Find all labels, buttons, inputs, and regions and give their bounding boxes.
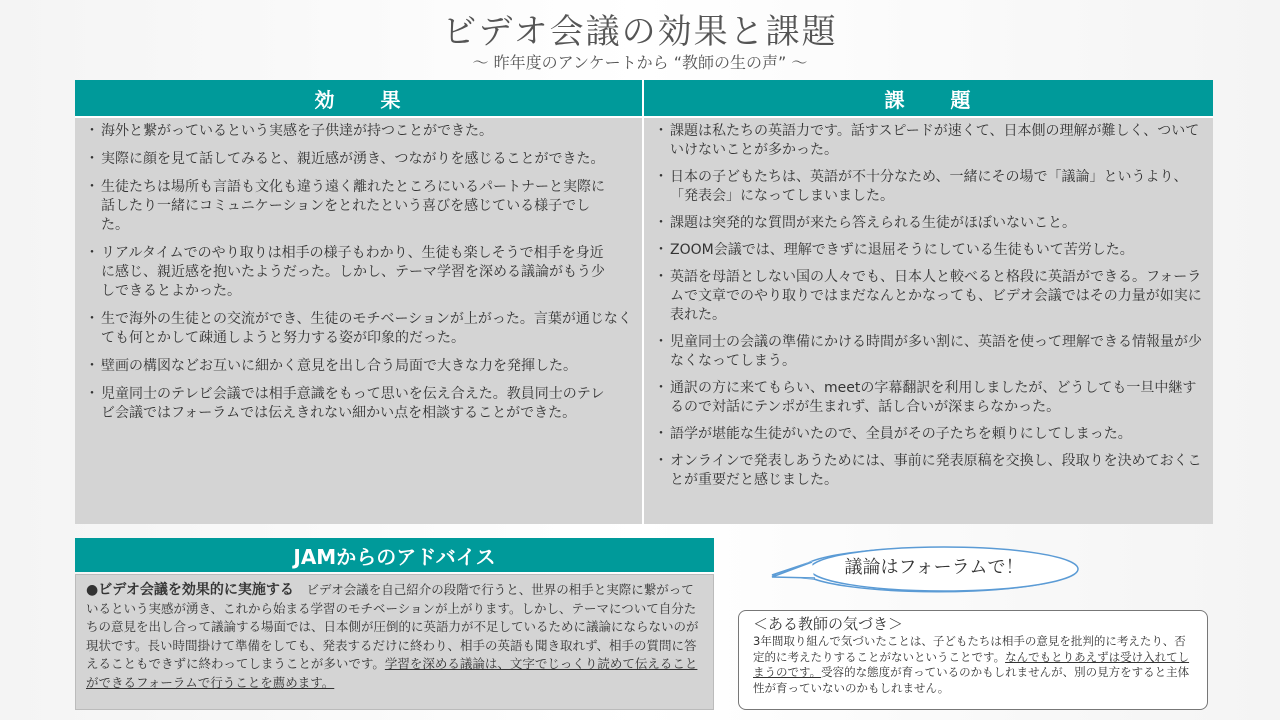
effects-header: 効 果: [75, 80, 644, 116]
teacher-note-text-underlined: なんでもとりあえずは受け入れてしまうのです。: [753, 649, 1190, 679]
issues-item: ・ 語学が堪能な生徒がいたので、全員がその子たちを頼りにしてしまった。: [656, 425, 1207, 444]
teacher-note-text-after: 受容的な態度が育っているのかもしれませんが、別の見方をすると主体性が育っていないのかもしれません。: [753, 665, 1190, 695]
advice-body: [75, 574, 714, 710]
effects-body: [75, 116, 644, 524]
issues-item: ・ 日本の子どもたちは、英語が不十分なため、一緒にその場で「議論」というより、「発表会」になってしまいました。: [656, 168, 1207, 206]
advice-underlined: 学習を深める議論は、文字でじっくり読めて伝えることができるフォーラムで行うことを薦めます。: [86, 656, 698, 690]
effects-item: ・ 生徒たちは場所も言語も文化も違う遠く離れたところにいるパートナーと実際に話したり一緒にコミュニケーションをとれたという喜びを感じている様子でした。: [87, 178, 636, 235]
advice-lead: ●ビデオ会議を効果的に実施する: [86, 582, 294, 598]
effects-item: ・ 児童同士のテレビ会議では相手意識をもって思いを伝え合えた。教員同士のテレビ会議ではフォーラムでは伝えきれない細かい点を相談することができた。: [87, 385, 636, 423]
issues-item: ・ 課題は突発的な質問が来たら答えられる生徒がほぼいないこと。: [656, 214, 1207, 233]
effects-item: ・ 壁画の構図などお互いに細かく意見を出し合う局面で大きな力を発揮した。: [87, 357, 636, 376]
effects-item: ・ 実際に顔を見て話してみると、親近感が湧き、つながりを感じることができた。: [87, 150, 636, 169]
effects-item: ・ リアルタイムでのやり取りは相手の様子もわかり、生徒も楽しそうで相手を身近に感じ、親近感を抱いたようだった。しかし、テーマ学習を深める議論がもう少しできるとよかった。: [87, 244, 636, 301]
speech-bubble-text: 議論はフォーラムで！: [844, 557, 1024, 578]
page-subtitle: ～ 昨年度のアンケートから “教師の生の声” ～: [472, 53, 808, 72]
teacher-note-text: [753, 634, 1195, 696]
issues-list: [656, 122, 1207, 490]
effects-issues-table: [75, 80, 1213, 524]
issues-item: ・ オンラインで発表しあうためには、事前に発表原稿を交換し、段取りを決めておくことが重要だと感じました。: [656, 452, 1207, 490]
issues-header: 課 題: [644, 80, 1213, 116]
teacher-note-title: ＜ある教師の気づき＞: [753, 615, 904, 633]
effects-list: [87, 122, 636, 423]
issues-body: [644, 116, 1213, 524]
page-title: ビデオ会議の効果と課題: [442, 12, 838, 52]
issues-item: ・ ZOOM会議では、理解できずに退屈そうにしている生徒もいて苦労した。: [656, 241, 1207, 260]
advice-text: ビデオ会議を自己紹介の段階で行うと、世界の相手と実際に繋がっているという実感が湧き、これから始まる学習のモチベーションが上がります。しかし、テーマについて自分たちの意見を出し合って議論する場面では、日本側が圧倒的に英語力が不足しているために議論にならないのが現状です。長い時間掛けて準備をしても、発表するだけに終わり、相手の英語も聞き取れず、相手の質問に答えることもできずに終わってしまうことが多いです。: [86, 582, 699, 671]
issues-item: ・ 課題は私たちの英語力です。話すスピードが速くて、日本側の理解が難しく、ついていけないことが多かった。: [656, 122, 1207, 160]
speech-bubble: [742, 545, 1080, 593]
effects-item: ・ 生で海外の生徒との交流ができ、生徒のモチベーションが上がった。言葉が通じなくても何とかして疎通しようと努力する姿が印象的だった。: [87, 310, 636, 348]
effects-item: ・ 海外と繋がっているという実感を子供達が持つことができた。: [87, 122, 636, 141]
issues-item: ・ 英語を母語としない国の人々でも、日本人と較べると格段に英語ができる。フォーラムで文章でのやり取りではまだなんとかなっても、ビデオ会議ではその力量が如実に表れた。: [656, 268, 1207, 325]
issues-item: ・ 通訳の方に来てもらい、meetの字幕翻訳を利用しましたが、どうしても一旦中継するので対話にテンポが生まれず、話し合いが深まらなかった。: [656, 379, 1207, 417]
advice-header: JAMからのアドバイス: [75, 538, 714, 572]
teacher-note-box: [738, 610, 1208, 710]
teacher-note-text-before: 3年間取り組んで気づいたことは、子どもたちは相手の意見を批判的に考えたり、否定的に考えたりすることがないということです。: [753, 634, 1186, 664]
issues-item: ・ 児童同士の会議の準備にかける時間が多い割に、英語を使って理解できる情報量が少なくなってしまう。: [656, 333, 1207, 371]
